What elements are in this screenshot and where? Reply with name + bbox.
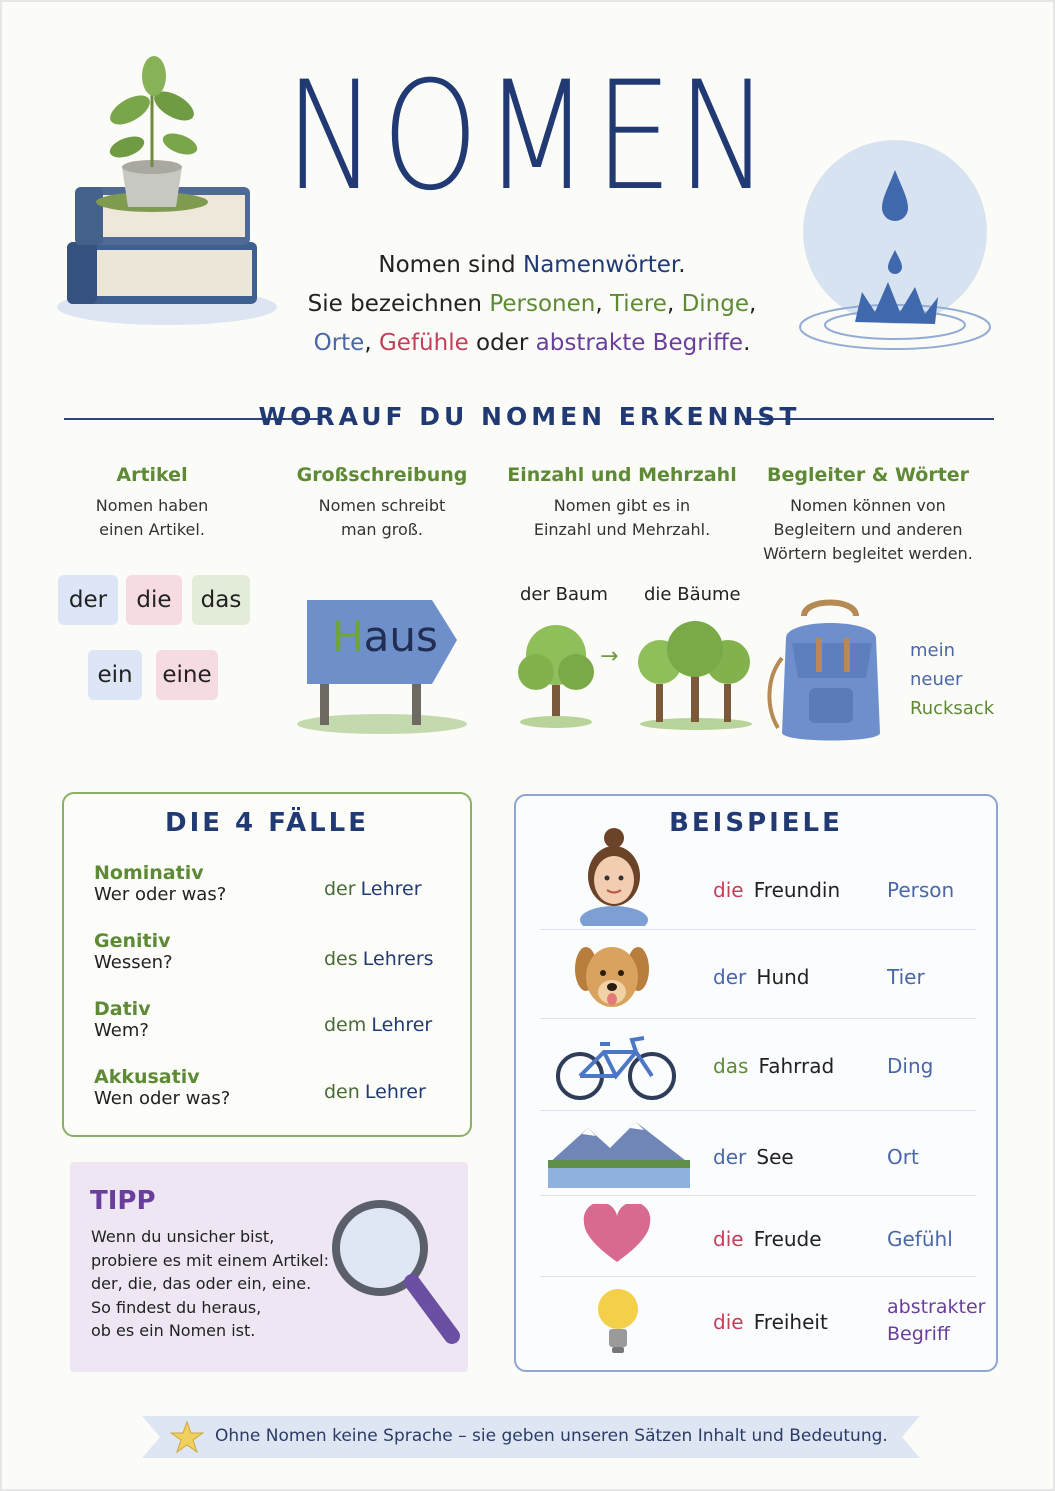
example-row-see xyxy=(713,1145,794,1169)
intro-gefuehle: Gefühle xyxy=(378,330,469,356)
dog-icon xyxy=(572,937,652,1017)
case-genitiv xyxy=(94,930,173,973)
case-name: Dativ xyxy=(94,998,151,1020)
case-akkusativ xyxy=(94,1066,230,1109)
intro-tiere: Tiere xyxy=(609,291,667,317)
example-article: die xyxy=(713,878,744,902)
magnifier-icon xyxy=(328,1196,464,1356)
tipp-line: der, die, das oder ein, eine. xyxy=(91,1274,312,1293)
beispiele-title: BEISPIELE xyxy=(669,808,843,838)
case-example xyxy=(324,1081,426,1103)
article-chip-ein: ein xyxy=(88,650,142,700)
tipp-heading: TIPP xyxy=(90,1186,156,1216)
intro-namenwoerter: Namenwörter xyxy=(522,252,679,278)
sign-capital-letter: H xyxy=(332,612,364,661)
feature-text xyxy=(752,494,984,566)
feature-title: Begleiter & Wörter xyxy=(766,464,970,486)
intro-sep: , xyxy=(364,330,379,356)
case-question: Wer oder was? xyxy=(94,884,227,905)
intro-period: . xyxy=(743,330,751,356)
tree-icon xyxy=(514,620,599,732)
example-type-line: abstrakter xyxy=(887,1296,986,1318)
tipp-title xyxy=(90,1186,156,1216)
case-article: des xyxy=(324,948,358,970)
sign-word xyxy=(332,612,438,661)
example-type: Gefühl xyxy=(887,1227,953,1251)
case-name: Akkusativ xyxy=(94,1066,200,1088)
intro-sep: , xyxy=(749,291,757,317)
case-question: Wessen? xyxy=(94,952,173,973)
lightbulb-icon xyxy=(594,1285,642,1359)
feature-text-line: Nomen haben xyxy=(95,496,209,515)
article-chip-eine: eine xyxy=(156,650,218,700)
example-article: der xyxy=(713,965,747,989)
trees-icon xyxy=(636,614,754,734)
feature-text-line: Wörtern begleitet werden. xyxy=(763,544,973,563)
companion-rucksack: Rucksack xyxy=(910,698,995,719)
example-noun: Freundin xyxy=(753,878,841,902)
tipp-line: So findest du heraus, xyxy=(91,1297,262,1317)
example-row-fahrrad xyxy=(713,1054,834,1078)
example-type: Person xyxy=(887,878,955,902)
case-noun: Lehrers xyxy=(362,948,434,970)
sign-rest: aus xyxy=(363,612,438,661)
example-type: Ding xyxy=(887,1054,934,1078)
lake-icon xyxy=(548,1120,690,1190)
intro-text-a: Nomen sind xyxy=(378,252,523,278)
feature-grossschreibung xyxy=(267,464,497,542)
case-name: Nominativ xyxy=(94,862,204,884)
feature-text-line: Nomen können von xyxy=(790,496,946,515)
feature-text xyxy=(267,494,497,542)
footer-text: Ohne Nomen keine Sprache – sie geben unseren Sätzen Inhalt und Bedeutung. xyxy=(215,1426,888,1446)
case-example xyxy=(324,948,434,970)
article-chip-der: der xyxy=(58,575,118,625)
feature-text-line: Nomen gibt es in xyxy=(553,496,691,515)
page-title: NOMEN xyxy=(284,50,775,224)
row-divider xyxy=(540,1018,976,1019)
intro-line-2 xyxy=(262,285,802,324)
example-noun: Fahrrad xyxy=(758,1054,835,1078)
article-chip-die: die xyxy=(126,575,182,625)
article-chip-das: das xyxy=(192,575,250,625)
companion-mein: mein xyxy=(910,640,956,661)
feature-text-line: man groß. xyxy=(341,520,423,539)
example-row-hund xyxy=(713,965,810,989)
row-divider xyxy=(540,1276,976,1277)
case-noun: Lehrer xyxy=(360,878,422,900)
row-divider xyxy=(540,929,976,930)
example-row-freude xyxy=(713,1227,822,1251)
case-article: dem xyxy=(324,1014,367,1036)
tipp-line: ob es ein Nomen ist. xyxy=(91,1321,256,1340)
case-example xyxy=(324,878,422,900)
feature-begleiter xyxy=(752,464,984,566)
companion-neuer: neuer xyxy=(910,669,963,690)
example-row-freiheit xyxy=(713,1310,828,1334)
faelle-title: DIE 4 FÄLLE xyxy=(164,808,369,838)
example-article: die xyxy=(713,1227,744,1251)
case-question: Wen oder was? xyxy=(94,1088,231,1109)
intro-text xyxy=(262,246,802,363)
feature-text-line: einen Artikel. xyxy=(99,520,205,539)
intro-personen: Personen xyxy=(489,291,596,317)
water-drop-icon xyxy=(790,132,1000,362)
feature-text xyxy=(507,494,737,542)
intro-line-1 xyxy=(262,246,802,285)
example-type: Tier xyxy=(887,965,925,989)
feature-text-line: Einzahl und Mehrzahl. xyxy=(533,520,711,539)
feature-text-line: Nomen schreibt xyxy=(318,496,446,515)
case-example xyxy=(324,1014,432,1036)
example-noun: See xyxy=(756,1145,794,1169)
case-question: Wem? xyxy=(94,1020,149,1041)
example-type: Ort xyxy=(887,1145,919,1169)
intro-oder: oder xyxy=(468,330,536,356)
arrow-icon: → xyxy=(600,644,619,669)
case-dativ xyxy=(94,998,151,1041)
example-row-freundin xyxy=(713,878,840,902)
feature-einzahl-mehrzahl xyxy=(507,464,737,542)
feature-text-line: Begleitern und anderen xyxy=(773,520,963,539)
feature-title: Einzahl und Mehrzahl xyxy=(507,464,737,486)
girl-icon xyxy=(576,824,652,926)
intro-line-3 xyxy=(262,324,802,363)
example-noun: Freiheit xyxy=(753,1310,828,1334)
case-article: der xyxy=(324,878,356,900)
intro-period: . xyxy=(678,252,686,278)
intro-abstrakt: abstrakte Begriffe xyxy=(535,330,744,356)
feature-text xyxy=(37,494,267,542)
feature-title: Artikel xyxy=(116,464,188,486)
tipp-text xyxy=(91,1225,329,1343)
intro-sep: , xyxy=(595,291,610,317)
intro-dinge: Dinge xyxy=(681,291,750,317)
intro-orte: Orte xyxy=(313,330,365,356)
case-name: Genitiv xyxy=(94,930,171,952)
row-divider xyxy=(540,1195,976,1196)
intro-text-b: Sie bezeichnen xyxy=(307,291,490,317)
example-type-abstract xyxy=(887,1294,985,1348)
bicycle-icon xyxy=(552,1032,680,1102)
feature-artikel xyxy=(37,464,267,542)
companion-phrase xyxy=(910,636,994,723)
example-article: die xyxy=(713,1310,744,1334)
example-article: das xyxy=(713,1054,749,1078)
plural-singular-label: der Baum xyxy=(520,584,608,605)
case-article: den xyxy=(324,1081,360,1103)
plural-plural-label: die Bäume xyxy=(644,584,741,605)
example-type-line: Begriff xyxy=(887,1323,950,1345)
intro-sep: , xyxy=(666,291,682,317)
case-nominativ xyxy=(94,862,226,905)
row-divider xyxy=(540,1110,976,1111)
backpack-icon xyxy=(764,598,899,748)
heart-icon xyxy=(582,1204,652,1264)
case-noun: Lehrer xyxy=(371,1014,433,1036)
feature-title: Großschreibung xyxy=(296,464,468,486)
star-icon xyxy=(170,1420,204,1454)
example-noun: Freude xyxy=(753,1227,822,1251)
example-noun: Hund xyxy=(756,965,810,989)
case-noun: Lehrer xyxy=(364,1081,426,1103)
tipp-line: probiere es mit einem Artikel: xyxy=(91,1250,329,1270)
tipp-line: Wenn du unsicher bist, xyxy=(91,1227,275,1246)
section-title: WORAUF DU NOMEN ERKENNST xyxy=(258,402,801,431)
example-article: der xyxy=(713,1145,747,1169)
